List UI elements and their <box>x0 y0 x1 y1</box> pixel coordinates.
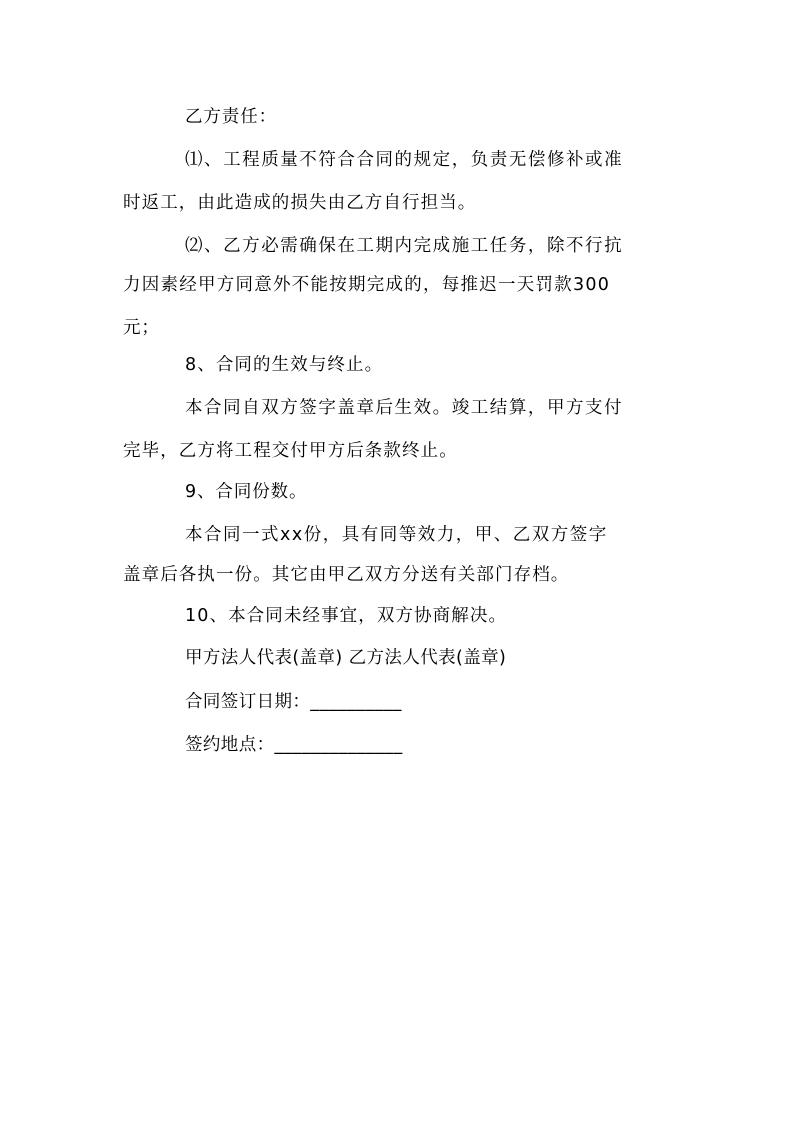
clause-1-line-1: ⑴、工程质量不符合合同的规定，负责无偿修补或准 <box>185 150 624 170</box>
clause-1-line-2: 时返工，由此造成的损失由乙方自行担当。 <box>123 193 477 213</box>
copies-paragraph-line-2: 盖章后各执一份。其它由甲乙双方分送有关部门存档。 <box>123 565 570 585</box>
section-heading-effect-termination: 8、合同的生效与终止。 <box>185 355 384 375</box>
signature-representatives: 甲方法人代表(盖章) 乙方法人代表(盖章) <box>185 648 507 668</box>
effect-paragraph-line-1: 本合同自双方签字盖章后生效。竣工结算，甲方支付 <box>185 398 624 418</box>
copies-paragraph-line-1: 本合同一式xx份，具有同等效力，甲、乙双方签字 <box>185 525 608 545</box>
section-heading-copies: 9、合同份数。 <box>185 482 308 502</box>
clause-2-line-3: 元； <box>123 318 160 338</box>
clause-2-line-1: ⑵、乙方必需确保在工期内完成施工任务，除不行抗 <box>185 236 624 256</box>
signing-date-field: 合同签订日期：__________ <box>185 692 402 712</box>
section-heading-party-b-responsibility: 乙方责任： <box>185 107 277 127</box>
clause-2-line-2: 力因素经甲方同意外不能按期完成的，每推迟一天罚款300 <box>123 275 611 295</box>
section-heading-unresolved-matters: 10、本合同未经事宜，双方协商解决。 <box>185 606 508 626</box>
effect-paragraph-line-2: 完毕，乙方将工程交付甲方后条款终止。 <box>123 441 458 461</box>
signing-place-field: 签约地点：______________ <box>185 735 403 755</box>
